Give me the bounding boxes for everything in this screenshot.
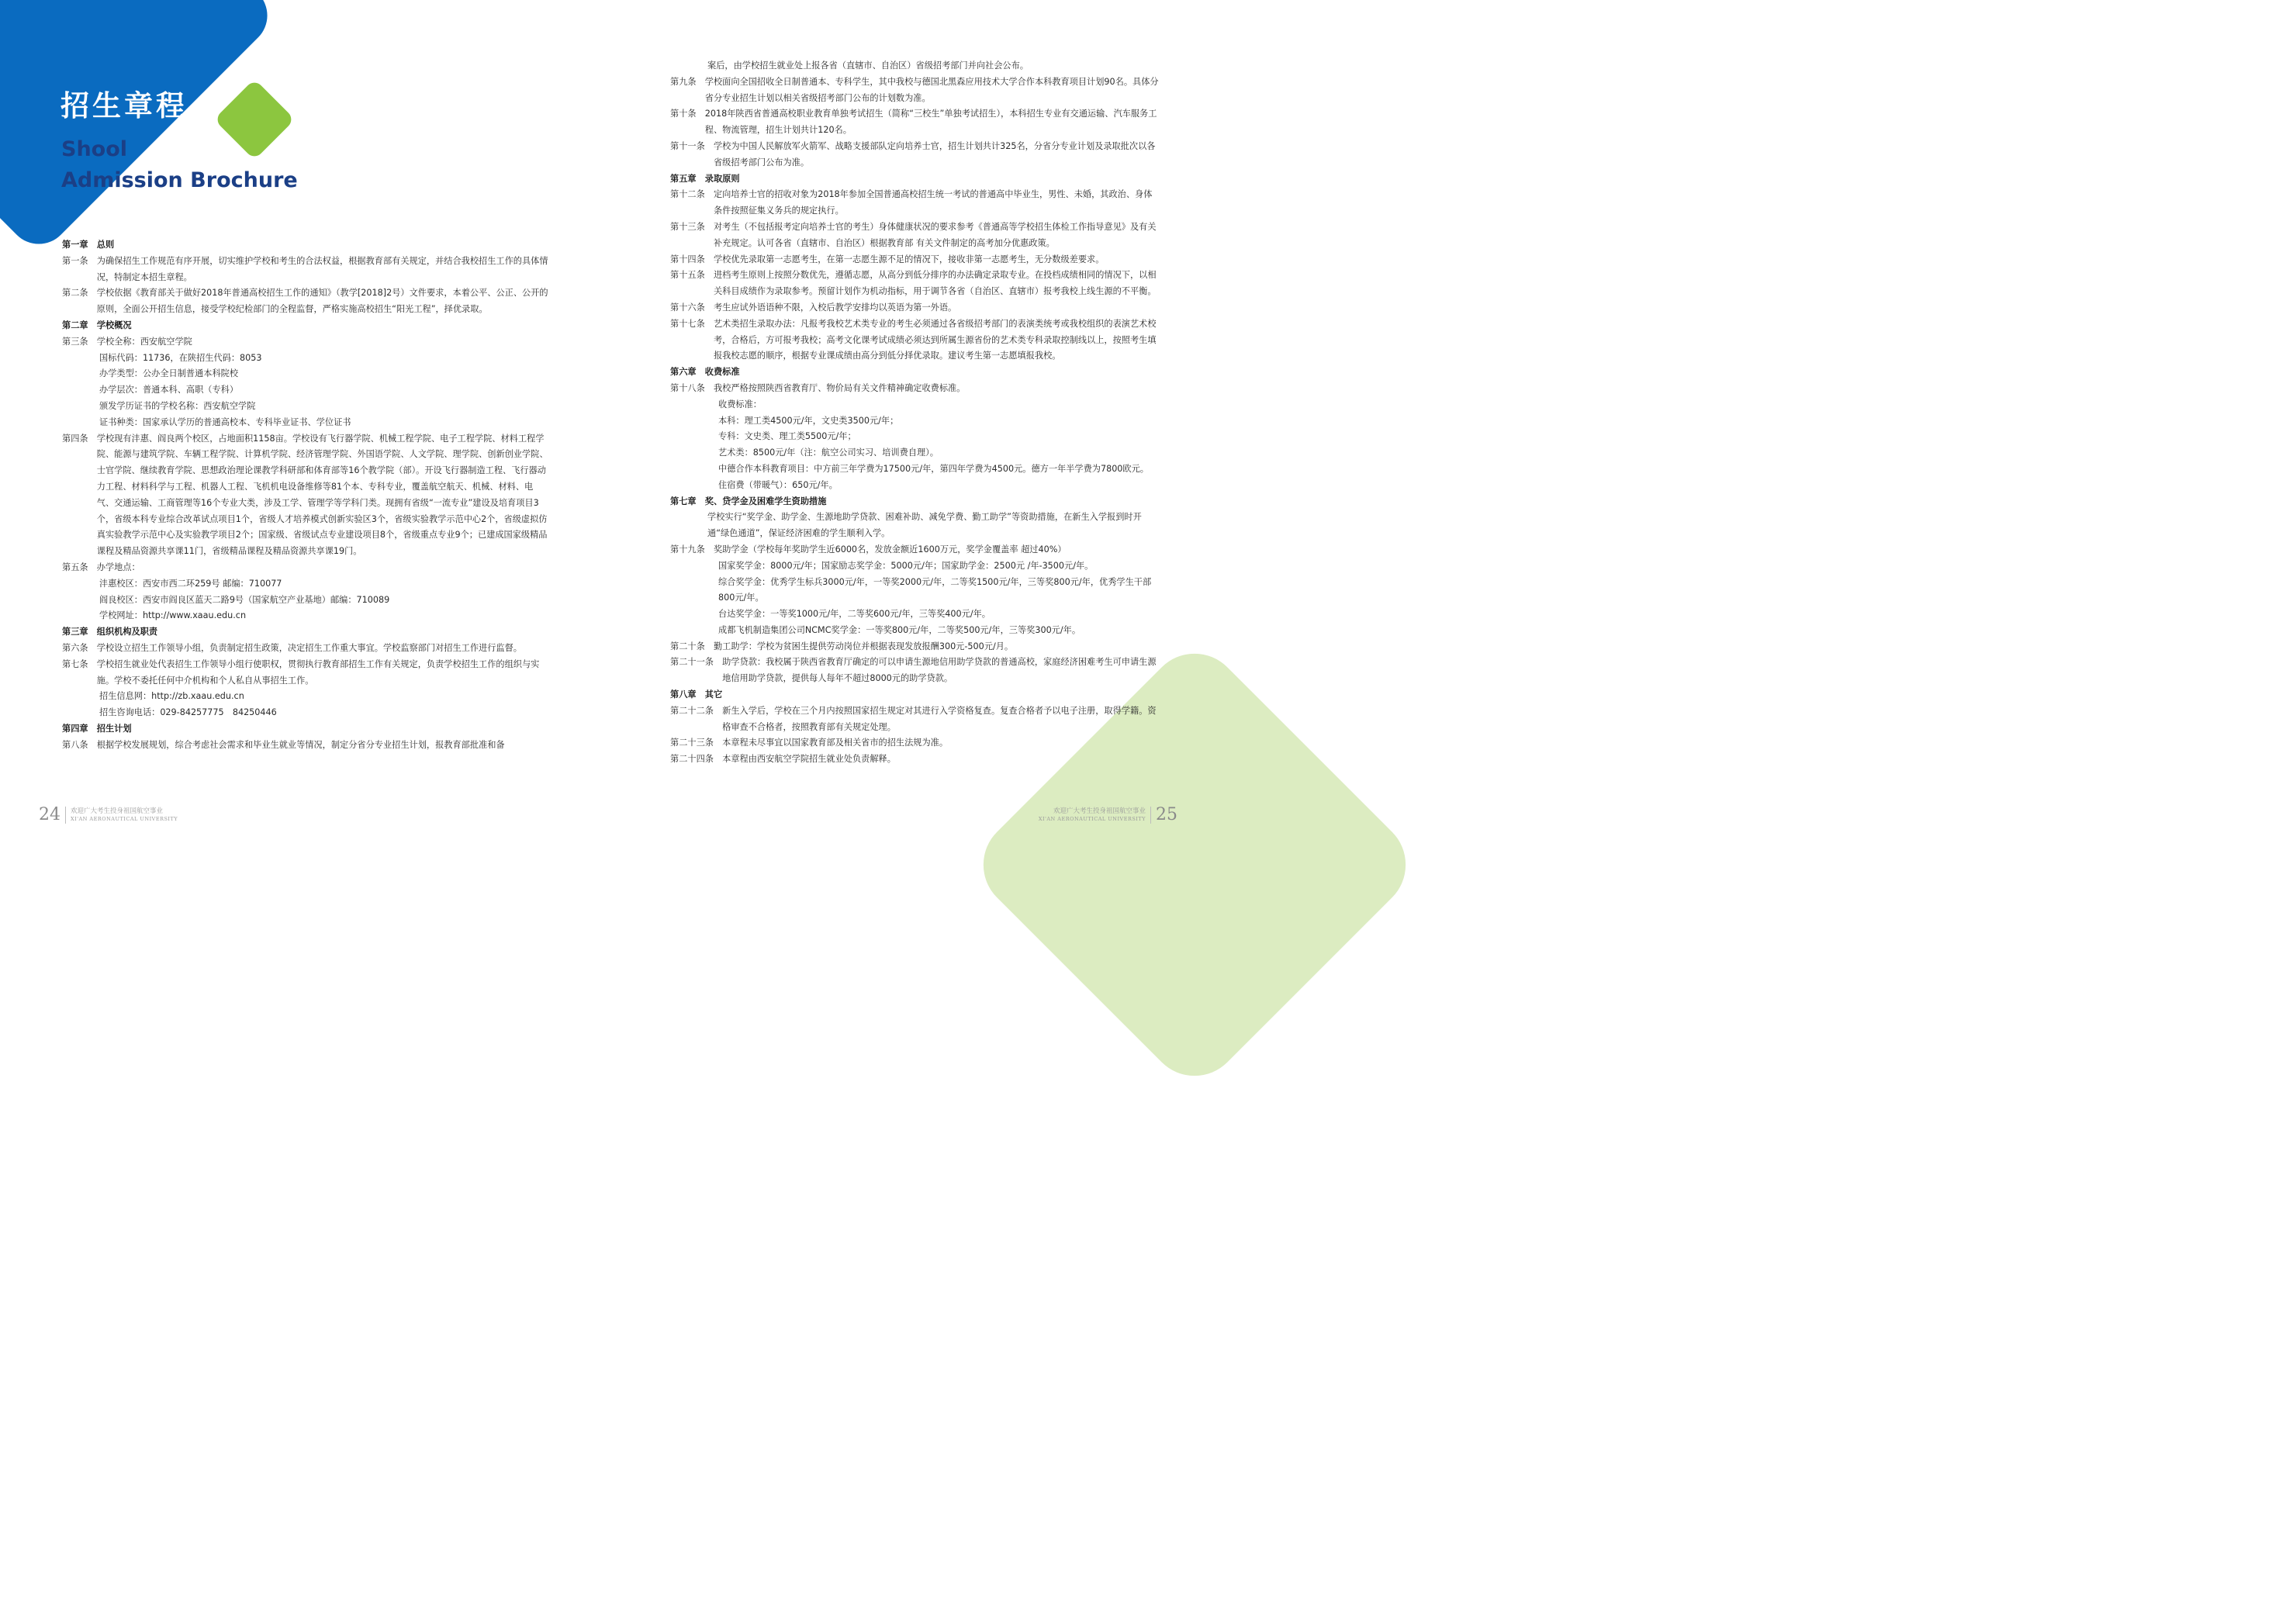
article-number: 第二条	[62, 288, 97, 299]
subtitle-line-2: Admission Brochure	[61, 168, 298, 192]
article-number: 第二十三条	[670, 738, 723, 748]
article-number: 第二十条	[670, 641, 714, 651]
subtitle-line-1: Shool	[61, 137, 128, 161]
chapter-heading: 第七章 奖、贷学金及困难学生资助措施	[670, 496, 827, 506]
article-text: 艺术类招生录取办法：凡报考我校艺术类专业的考生必须通过各省级招考部门的表演类统考或我校组织的表演艺术校考，合格后，方可报考我校；高考文化课考试成绩必须达到所属生源省份的艺术类专科录取控制线以上，按照考生填报我校志愿的顺序，根据专业课成绩由高分到低分择优录取。建议考生第一志愿填报我校。	[713, 318, 1157, 361]
fee-line: 专科：文史类、理工类5500元/年；	[718, 431, 856, 442]
article	[670, 381, 1159, 397]
article-continuation: 案后，由学校招生就业处上报各省（直辖市、自治区）省级招考部门并向社会公布。	[707, 60, 1029, 71]
article-number: 第十六条	[670, 302, 714, 313]
article	[62, 431, 549, 560]
fee-line: 艺术类：8500元/年（注：航空公司实习、培训费自理）。	[718, 447, 939, 458]
article-number: 第十一条	[670, 140, 714, 151]
left-body-text	[62, 237, 549, 754]
article	[670, 703, 1159, 736]
chapter-heading: 第四章 招生计划	[62, 723, 132, 734]
article	[670, 752, 1159, 768]
article-text: 学校招生就业处代表招生工作领导小组行使职权，贯彻执行教育部招生工作有关规定，负责学校招生工作的组织与实施。学校不委托任何中介机构和个人私自从事招生工作。	[96, 658, 540, 686]
article-detail-line: 招生咨询电话：029-84257775 84250446	[99, 707, 277, 718]
right-page	[608, 0, 1216, 860]
chapter-heading: 第三章 组织机构及职责	[62, 627, 158, 638]
footer-school-name: XI'AN AERONAUTICAL UNIVERSITY	[1038, 815, 1146, 822]
chapter-heading: 第一章 总则	[62, 240, 115, 250]
footer-school-name: XI'AN AERONAUTICAL UNIVERSITY	[71, 815, 178, 822]
article-text: 奖助学金（学校每年奖助学生近6000名，发放金额近1600万元，奖学金覆盖率 超过40%）	[713, 544, 1067, 555]
article-text: 学校依据《教育部关于做好2018年普通高校招生工作的通知》（教学[2018]2号）文件要求，本着公平、公正、公开的原则，全面公开招生信息，接受学校纪检部门的全程监督，严格实施高校招生“阳光工程”，择优录取。	[96, 288, 548, 315]
left-page	[0, 0, 608, 860]
scholarship-line: 综合奖学金：优秀学生标兵3000元/年，一等奖2000元/年，二等奖1500元/年，三等奖800元/年，优秀学生干部800元/年。	[718, 576, 1152, 603]
article-text: 本章程未尽事宜以国家教育部及相关省市的招生法规为准。	[722, 738, 949, 748]
article-number: 第二十一条	[670, 657, 723, 668]
scholarship-line: 台达奖学金：一等奖1000元/年，二等奖600元/年，三等奖400元/年。	[718, 609, 991, 620]
article-text: 学校优先录取第一志愿考生，在第一志愿生源不足的情况下，接收非第一志愿考生，无分数级差要求。	[713, 254, 1105, 264]
article-number: 第五条	[62, 561, 97, 572]
article-number: 第十五条	[670, 270, 714, 281]
article-number: 第十三条	[670, 221, 714, 232]
left-footer	[39, 805, 178, 824]
article-text: 学校设立招生工作领导小组，负责制定招生政策，决定招生工作重大事宜。学校监察部门对招生工作进行监督。	[96, 642, 522, 653]
article-number: 第四条	[62, 433, 97, 444]
article	[62, 285, 549, 318]
article-number: 第十七条	[670, 318, 714, 329]
article	[670, 252, 1159, 268]
article-number: 第九条	[670, 76, 705, 87]
article-detail-line: 颁发学历证书的学校名称：西安航空学院	[99, 400, 256, 411]
footer-text	[1039, 807, 1146, 823]
article-detail-line: 沣惠校区：西安市西二环259号 邮编：710077	[99, 578, 282, 589]
article	[62, 738, 549, 754]
chapter-heading: 第五章 录取原则	[670, 173, 740, 184]
article-text: 助学贷款：我校属于陕西省教育厅确定的可以申请生源地信用助学贷款的普通高校，家庭经济困难考生可申请生源地信用助学贷款，提供每人每年不超过8000元的助学贷款。	[722, 657, 1157, 684]
footer-divider	[1150, 807, 1151, 824]
article-number: 第十条	[670, 109, 705, 119]
article	[62, 254, 549, 286]
article	[62, 334, 549, 351]
article-text: 学校现有沣惠、阎良两个校区，占地面积1158亩。学校设有飞行器学院、机械工程学院、电子工程学院、材料工程学院、能源与建筑学院、车辆工程学院、计算机学院、经济管理学院、外国语学院、人文学院、理学院、创新创业学院、士官学院、继续教育学院、思想政治理论课教学科研部和体育部等16个教学院（部）。开设飞行器制造工程、飞行器动力工程、材料科学与工程、机器人工程、飞机机电设备维修等81个本、专科专业，覆盖航空航天、机械、材料、电气、交通运输、工商管理等16个专业大类，涉及工学、管理学等学科门类。现拥有省级“一流专业”建设及培育项目3个，省级本科专业综合改革试点项目1个，省级人才培养模式创新实验区3个，省级实验教学示范中心2个，省级虚拟仿真实验教学示范中心及实验教学项目2个；国家级、省级试点专业建设项目8个，省级重点专业9个；已建成国家级精品课程及精品资源共享课11门，省级精品课程及精品资源共享课19门。	[96, 433, 548, 557]
chapter-heading: 第六章 收费标准	[670, 367, 740, 378]
article-text: 为确保招生工作规范有序开展，切实维护学校和考生的合法权益，根据教育部有关规定，并结合我校招生工作的具体情况，特制定本招生章程。	[96, 255, 548, 282]
fee-line: 中德合作本科教育项目：中方前三年学费为17500元/年，第四年学费为4500元。德方一年半学费为7800欧元。	[718, 463, 1149, 474]
admission-website-link[interactable]: 招生信息网：http://zb.xaau.edu.cn	[99, 691, 244, 702]
article	[670, 542, 1159, 558]
article	[670, 74, 1159, 107]
article	[670, 106, 1159, 139]
article-number: 第八条	[62, 739, 97, 750]
fee-line: 住宿费（带暖气）：650元/年。	[718, 479, 838, 490]
article-text: 办学地点：	[96, 561, 140, 572]
article-number: 第十四条	[670, 254, 714, 264]
article	[670, 316, 1159, 365]
article-text: 根据学校发展规划，综合考虑社会需求和毕业生就业等情况，制定分省分专业招生计划，报教育部批准和备	[96, 739, 505, 750]
article	[670, 639, 1159, 655]
footer-divider	[65, 807, 66, 824]
page-title: 招生章程	[61, 89, 188, 123]
article-text: 学校全称：西安航空学院	[96, 336, 192, 347]
article-number: 第一条	[62, 255, 97, 266]
article-detail-line: 证书种类：国家承认学历的普通高校本、专科毕业证书、学位证书	[99, 416, 351, 427]
article-detail-line: 办学层次：普通本科、高职（专科）	[99, 385, 239, 396]
article-text: 学校为中国人民解放军火箭军、战略支援部队定向培养士官，招生计划共计325名，分省分专业计划及录取批次以各省级招考部门公布为准。	[713, 140, 1156, 168]
article-text: 我校严格按照陕西省教育厅、物价局有关文件精神确定收费标准。	[713, 382, 966, 393]
article-detail-line: 国标代码：11736，在陕招生代码：8053	[99, 352, 262, 363]
article	[670, 139, 1159, 171]
article	[670, 655, 1159, 687]
article	[670, 268, 1159, 300]
article-number: 第十九条	[670, 544, 714, 555]
article-text: 对考生（不包括报考定向培养士官的考生）身体健康状况的要求参考《普通高等学校招生体检工作指导意见》及有关补充规定。认可各省（直辖市、自治区）根据教育部 有关文件制定的高考加分优惠政策。	[713, 221, 1157, 248]
article-text: 学校面向全国招收全日制普通本、专科学生，其中我校与德国北黑森应用技术大学合作本科教育项目计划90名。具体分省分专业招生计划以相关省级招考部门公布的计划数为准。	[704, 76, 1159, 103]
article-text: 本章程由西安航空学院招生就业处负责解释。	[722, 754, 896, 765]
chapter-paragraph: 学校实行“奖学金、助学金、生源地助学贷款、困难补助、减免学费、勤工助学”等资助措施，在新生入学报到时开通“绿色通道”，保证经济困难的学生顺利入学。	[707, 512, 1142, 539]
scholarship-line: 国家奖学金：8000元/年；国家励志奖学金：5000元/年；国家助学金：2500元 /年-3500元/年。	[718, 560, 1094, 571]
article	[670, 187, 1159, 219]
article-number: 第七条	[62, 658, 97, 669]
article-number: 第十二条	[670, 189, 714, 200]
article-number: 第二十四条	[670, 754, 723, 765]
right-footer	[1039, 805, 1177, 824]
article	[62, 657, 549, 689]
article-number: 第二十二条	[670, 705, 723, 716]
article-text: 定向培养士官的招收对象为2018年参加全国普通高校招生统一考试的普通高中毕业生，男性、未婚，其政治、身体条件按照征集义务兵的规定执行。	[713, 189, 1153, 216]
footer-slogan: 欢迎广大考生投身祖国航空事业	[71, 807, 164, 815]
page-subtitle	[61, 134, 298, 196]
article-text: 2018年陕西省普通高校职业教育单独考试招生（简称“三校生”单独考试招生），本科招生专业有交通运输、汽车服务工程、物流管理，招生计划共计120名。	[704, 109, 1157, 136]
article-number: 第六条	[62, 642, 97, 653]
article-text: 考生应试外语语种不限，入校后教学安排均以英语为第一外语。	[713, 302, 957, 313]
article	[670, 735, 1159, 752]
article	[62, 641, 549, 657]
chapter-heading: 第二章 学校概况	[62, 320, 132, 330]
article	[670, 300, 1159, 316]
article	[670, 219, 1159, 252]
right-body-text	[670, 58, 1159, 768]
article-detail-line: 办学类型：公办全日制普通本科院校	[99, 368, 239, 379]
article	[62, 560, 549, 576]
footer-slogan: 欢迎广大考生投身祖国航空事业	[1053, 807, 1146, 815]
chapter-heading: 第八章 其它	[670, 689, 723, 700]
website-link[interactable]: 学校网址：http://www.xaau.edu.cn	[99, 610, 247, 621]
article-text: 新生入学后，学校在三个月内按照国家招生规定对其进行入学资格复查。复查合格者予以电子注册，取得学籍。资格审查不合格者，按照教育部有关规定处理。	[722, 705, 1157, 732]
article-detail-line: 阎良校区：西安市阎良区蓝天二路9号（国家航空产业基地）邮编：710089	[99, 594, 390, 605]
article-text: 勤工助学：学校为贫困生提供劳动岗位并根据表现发放报酬300元-500元/月。	[713, 641, 1014, 651]
footer-text	[71, 807, 178, 823]
fee-line: 本科：理工类4500元/年，文史类3500元/年；	[718, 415, 899, 426]
page-number: 25	[1156, 805, 1177, 824]
scholarship-line: 成都飞机制造集团公司NCMC奖学金：一等奖800元/年，二等奖500元/年，三等奖300元/年。	[718, 624, 1081, 635]
article-text: 进档考生原则上按照分数优先，遵循志愿，从高分到低分排序的办法确定录取专业。在投档成绩相同的情况下，以相关科目成绩作为录取参考。预留计划作为机动指标，用于调节各省（自治区、直辖市）报考我校上线生源的不平衡。	[713, 270, 1157, 297]
article-number: 第三条	[62, 336, 97, 347]
article-number: 第十八条	[670, 382, 714, 393]
fee-line: 收费标准：	[718, 399, 762, 409]
page-number: 24	[39, 805, 61, 824]
